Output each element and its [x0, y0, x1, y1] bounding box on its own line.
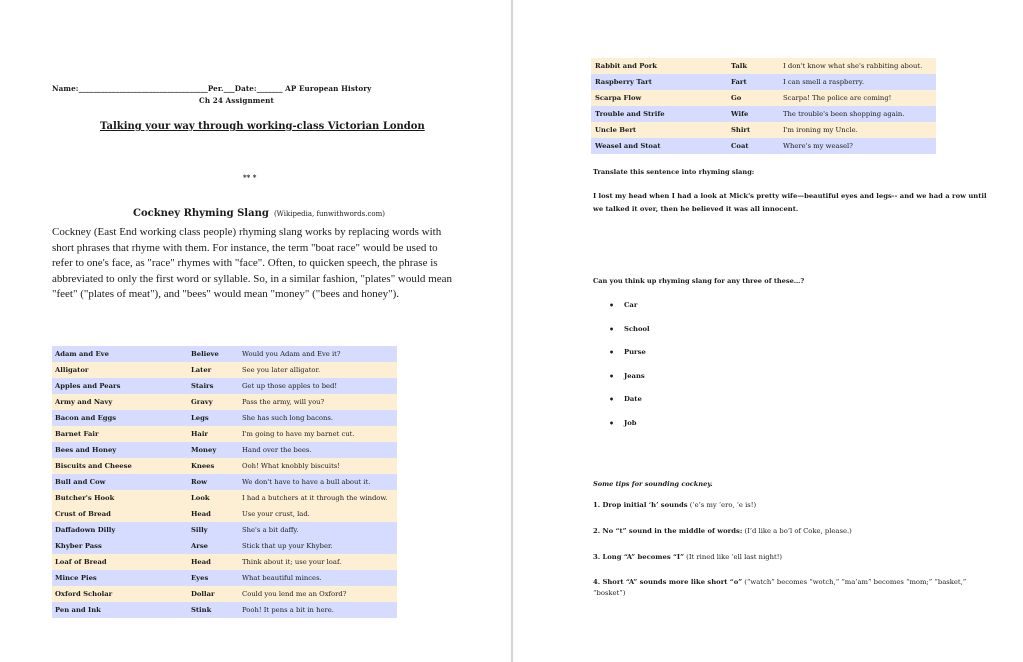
page-divider — [511, 0, 513, 662]
name-blank: ___________________________________ — [78, 84, 208, 93]
list-item: • Job — [609, 418, 637, 428]
page-title: Talking your way through working-class Victorian London — [100, 121, 425, 132]
bullet-icon: • — [609, 300, 615, 310]
table-row: Crust of Bread Head Use your crust, lad. — [52, 506, 397, 522]
list-item: • Jeans — [609, 371, 645, 381]
bullet-icon: • — [609, 347, 615, 357]
bullet-icon: • — [609, 394, 615, 404]
per-label: Per. — [207, 84, 224, 93]
table-row: Loaf of Bread Head Think about it; use your loaf. — [52, 554, 397, 570]
table-row: Bacon and Eggs Legs She has such long bacons. — [52, 410, 397, 426]
list-item: • Purse — [609, 347, 646, 357]
table-row: Adam and Eve Believe Would you Adam and Eve it? — [52, 346, 397, 362]
table-row: Daffadown Dilly Silly She's a bit daffy. — [52, 522, 397, 538]
intro-paragraph: Cockney (East End working class people) rhyming slang works by replacing words with short phrases that rhyme with them. For instance, the term "boat race" would be used to refer to one's face, as "race" rhymes with "face". Often, to quicken speech, the phrase is abbreviated to only the first word or syllable. So, in a similar fashion, "plates" would mean "feet" ("plates of meat"), and "bees" would mean "money" ("bees and honey"). — [52, 226, 453, 300]
table-row: Butcher's Hook Look I had a butchers at it through the window. — [52, 490, 397, 506]
table-row: Khyber Pass Arse Stick that up your Khyber. — [52, 538, 397, 554]
list-item: • Date — [609, 394, 642, 404]
per-blank: ___ — [223, 84, 235, 93]
table-row: Raspberry Tart Fart I can smell a raspberry. — [591, 74, 936, 90]
table-row: Oxford Scholar Dollar Could you lend me an Oxford? — [52, 586, 397, 602]
table-row: Rabbit and Pork Talk I don't know what she's rabbiting about. — [591, 58, 936, 74]
assignment-label: Ch 24 Assignment — [199, 96, 274, 105]
table-row: Barnet Fair Hair I'm going to have my barnet cut. — [52, 426, 397, 442]
think-prompt: Can you think up rhyming slang for any three of these…? — [593, 277, 805, 285]
table-row: Alligator Later See you later alligator. — [52, 362, 397, 378]
section-stars: ** * — [243, 173, 257, 182]
table-row: Pen and Ink Stink Pooh! It pens a bit in here. — [52, 602, 397, 618]
tip-item: 4. Short “A” sounds more like short “o” (“watch” becomes “wotch,” “ma’am” becomes “mom;” “basket,” “bosket”) — [593, 578, 967, 597]
table-row: Apples and Pears Stairs Get up those apples to bed! — [52, 378, 397, 394]
table-row: Army and Navy Gravy Pass the army, will you? — [52, 394, 397, 410]
section-heading — [133, 201, 385, 220]
name-label: Name: — [52, 84, 79, 93]
table-row: Trouble and Strife Wife The trouble's been shopping again. — [591, 106, 936, 122]
right-page — [514, 0, 1023, 662]
header-line — [52, 84, 371, 93]
section-source: (Wikipedia, funwithwords.com) — [273, 210, 385, 218]
table-row: Weasel and Stoat Coat Where's my weasel? — [591, 138, 936, 154]
translate-prompt: Translate this sentence into rhyming slang: — [593, 168, 755, 176]
table-row: Biscuits and Cheese Knees Ooh! What knobbly biscuits! — [52, 458, 397, 474]
slang-table-right — [591, 58, 936, 154]
table-row: Mince Pies Eyes What beautiful minces. — [52, 570, 397, 586]
bullet-icon: • — [609, 324, 615, 334]
tip-item: 3. Long “A” becomes “I” (It rined like ‘ell last night!) — [593, 553, 783, 561]
table-row: Bees and Honey Money Hand over the bees. — [52, 442, 397, 458]
table-row: Uncle Bert Shirt I'm ironing my Uncle. — [591, 122, 936, 138]
tip-item: 1. Drop initial ‘h’ sounds (‘e’s my ‘ero, ‘e is!) — [593, 501, 757, 509]
date-blank: _______ — [256, 84, 283, 93]
table-row: Scarpa Flow Go Scarpa! The police are coming! — [591, 90, 936, 106]
translate-sentence: I lost my head when I had a look at Mick's pretty wife—beautiful eyes and legs-- and we had a row until we talked it over, then he believed it was all innocent. — [593, 192, 987, 213]
list-item: • School — [609, 324, 650, 334]
slang-table-left — [52, 346, 397, 618]
tips-title: Some tips for sounding cockney. — [593, 480, 713, 488]
list-item: • Car — [609, 300, 638, 310]
date-label: Date: — [234, 84, 257, 93]
tip-item: 2. No “t” sound in the middle of words: (I’d like a bo’l of Coke, please.) — [593, 527, 852, 535]
bullet-icon: • — [609, 418, 615, 428]
bullet-icon: • — [609, 371, 615, 381]
table-row: Bull and Cow Row We don't have to have a bull about it. — [52, 474, 397, 490]
section-title: Cockney Rhyming Slang — [133, 208, 269, 219]
course-name: AP European History — [285, 84, 372, 93]
